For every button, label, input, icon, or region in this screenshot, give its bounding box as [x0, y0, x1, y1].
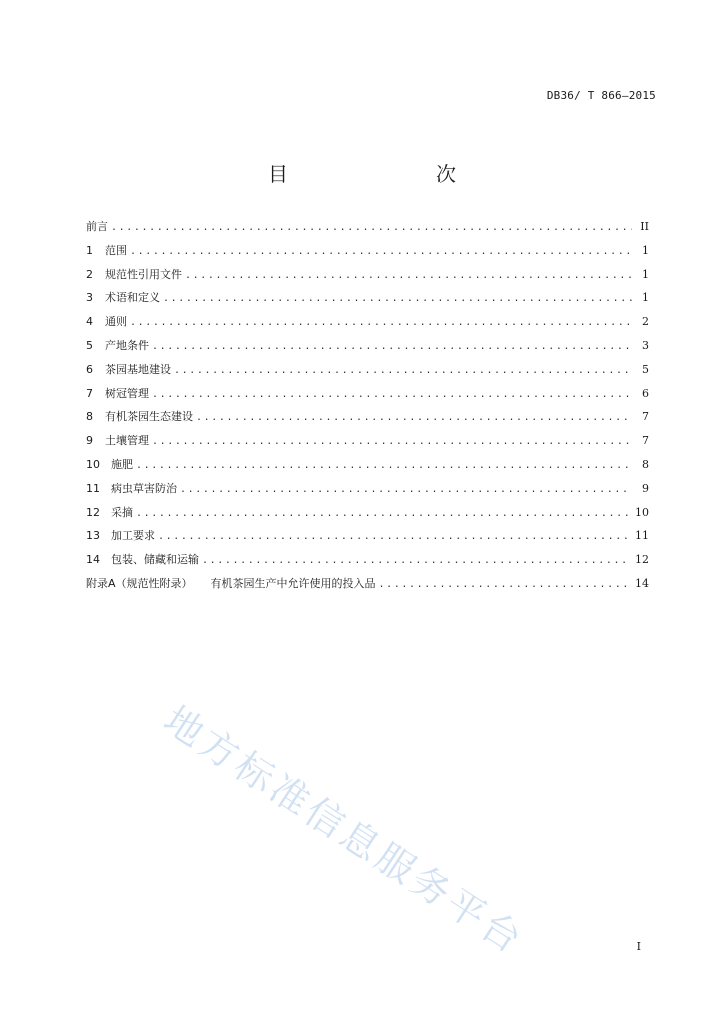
toc-entry-title: 加工要求 [111, 529, 155, 543]
toc-entry-4[interactable] [86, 313, 649, 337]
toc-entry-title: 通则 [105, 315, 127, 329]
toc-entry-3[interactable] [86, 289, 649, 313]
toc-entry-title: 包装、储藏和运输 [111, 553, 199, 567]
toc-entry-label [86, 266, 182, 282]
toc-entry-title: 病虫草害防治 [111, 481, 177, 495]
toc-entry-label [86, 361, 171, 377]
toc-entry-9[interactable] [86, 432, 649, 456]
toc-entry-page: 11 [635, 529, 649, 543]
toc-leader-dots [152, 389, 632, 400]
toc-entry-page: II [640, 220, 649, 233]
toc-entry-1[interactable] [86, 242, 649, 266]
toc-entry-page: 12 [635, 553, 649, 567]
toc-entry-label [86, 313, 127, 329]
toc-leader-dots [152, 436, 632, 447]
toc-entry-title: 有机茶园生产中允许使用的投入品 [210, 576, 376, 590]
toc-leader-dots [111, 222, 632, 233]
toc-leader-dots [158, 531, 630, 542]
toc-leader-dots [196, 412, 632, 423]
toc-entry-label [86, 408, 193, 424]
toc-entry-title: 树冠管理 [105, 386, 149, 400]
toc-entry-page: 7 [642, 410, 649, 424]
toc-entry-label [86, 289, 160, 305]
toc-entry-number: 11 [86, 481, 100, 495]
toc-entry-number: 4 [86, 315, 93, 329]
toc-entry-number: 12 [86, 505, 100, 519]
toc-entry-5[interactable] [86, 337, 649, 361]
toc-leader-dots [202, 555, 630, 566]
page-title: 目 次 [268, 162, 492, 186]
toc-entry-page: 14 [635, 576, 649, 590]
toc-leader-dots [130, 317, 632, 328]
toc-entry-page: 8 [642, 457, 649, 471]
watermark: 地方标准信息服务平台 [156, 697, 533, 964]
toc-entry-13[interactable] [86, 527, 649, 551]
toc-entry-label [86, 504, 133, 520]
toc-entry-number: 2 [86, 267, 93, 281]
toc-entry-label [86, 432, 149, 448]
toc-entry-title: 规范性引用文件 [105, 267, 182, 281]
toc-leader-dots [163, 293, 632, 304]
toc-entry-title: 产地条件 [105, 338, 149, 352]
toc-entry-label [86, 218, 108, 234]
standard-code: DB36/ T 866—2015 [546, 89, 656, 102]
toc-entry-11[interactable] [86, 480, 649, 504]
toc-leader-dots [185, 270, 632, 281]
toc-entry-page: 9 [642, 481, 649, 495]
toc-entry-number: 附录A（规范性附录） [86, 576, 193, 590]
toc-leader-dots [152, 341, 632, 352]
toc-entry-7[interactable] [86, 385, 649, 409]
toc-entry-page: 3 [642, 338, 649, 352]
toc-entry-number: 5 [86, 338, 93, 352]
toc-entry-title: 采摘 [111, 505, 133, 519]
toc-leader-dots [136, 508, 630, 519]
toc-leader-dots [130, 246, 632, 257]
toc-entry-number: 1 [86, 243, 93, 257]
toc-entry-number: 14 [86, 553, 100, 567]
toc-entry-page: 7 [642, 434, 649, 448]
page-number: I [636, 940, 641, 953]
toc-leader-dots [180, 484, 632, 495]
toc-entry-number: 8 [86, 410, 93, 424]
toc-entry-foreword[interactable] [86, 218, 649, 242]
toc-entry-title: 施肥 [111, 457, 133, 471]
toc-entry-page: 6 [642, 386, 649, 400]
toc-entry-number: 10 [86, 457, 100, 471]
toc-entry-page: 1 [642, 267, 649, 281]
toc-entry-page: 1 [642, 291, 649, 305]
toc-entry-label [86, 551, 199, 567]
toc-leader-dots [379, 579, 630, 590]
toc-entry-title: 茶园基地建设 [105, 362, 171, 376]
toc-entry-title: 范围 [105, 243, 127, 257]
toc-entry-label [86, 337, 149, 353]
toc-entry-title: 前言 [86, 220, 108, 233]
toc-entry-10[interactable] [86, 456, 649, 480]
toc-entry-12[interactable] [86, 504, 649, 528]
toc-entry-number: 6 [86, 362, 93, 376]
toc-entry-number: 13 [86, 529, 100, 543]
toc-entry-title: 术语和定义 [105, 291, 160, 305]
toc-entry-6[interactable] [86, 361, 649, 385]
toc-entry-label [86, 242, 127, 258]
toc-entry-2[interactable] [86, 266, 649, 290]
toc-entry-page: 1 [642, 243, 649, 257]
toc-entry-number: 9 [86, 434, 93, 448]
toc-entry-label [86, 385, 149, 401]
toc-entry-8[interactable] [86, 408, 649, 432]
toc-entry-number: 3 [86, 291, 93, 305]
toc-entry-page: 2 [642, 315, 649, 329]
toc-entry-title: 土壤管理 [105, 434, 149, 448]
toc-entry-label [86, 527, 155, 543]
toc-entry-title: 有机茶园生态建设 [105, 410, 193, 424]
toc-entry-label [86, 456, 133, 472]
toc-entry-page: 5 [642, 362, 649, 376]
toc-leader-dots [136, 460, 632, 471]
table-of-contents [86, 218, 649, 599]
toc-entry-appendix-a[interactable] [86, 575, 649, 599]
toc-entry-label [86, 480, 177, 496]
toc-leader-dots [174, 365, 632, 376]
toc-entry-14[interactable] [86, 551, 649, 575]
toc-entry-label [86, 575, 376, 591]
toc-entry-page: 10 [635, 505, 649, 519]
toc-entry-number: 7 [86, 386, 93, 400]
